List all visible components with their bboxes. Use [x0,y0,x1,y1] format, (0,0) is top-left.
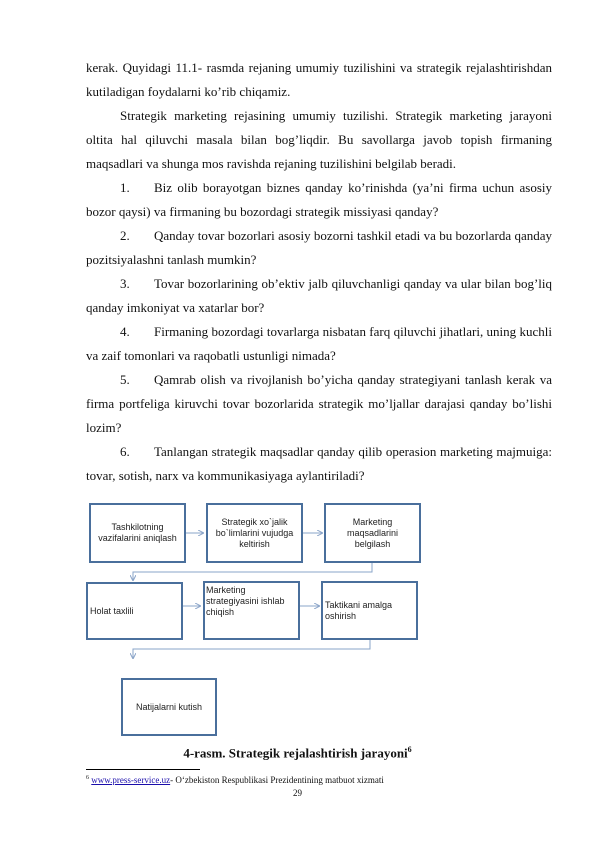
footnote-link[interactable]: www.press-service.uz [91,775,171,785]
list-item-text: Tanlangan strategik maqsadlar qanday qilib operasion marketing majmuiga: tovar, sotish, narx va kommunikasiyaga aylantiriladi? [86,444,552,483]
list-item-text: Qanday tovar bozorlari asosiy bozorni tashkil etadi va bu bozorlarda qanday pozitsiyalashni tanlash mumkin? [86,228,552,267]
diagram-box-business-units: Strategik xo`jalik bo`limlarini vujudga keltirish [206,503,303,563]
diagram-box-tactics: Taktikani amalga oshirish [321,581,418,640]
list-item-number: 6. [120,444,130,459]
list-item-number: 2. [120,228,130,243]
list-item-text: Tovar bozorlarining ob’ektiv jalb qiluvchanligi qanday va ular bilan bog’liq qanday imkoniyat va xatarlar bor? [86,276,552,315]
diagram-box-strategy-development: Marketing strategiyasini ishlab chiqish [203,581,300,640]
footnote [86,773,384,786]
list-item-number: 4. [120,324,130,339]
list-item-text: Qamrab olish va rivojlanish bo’yicha qanday strategiyani tanlash kerak va firma portfeliga kiruvchi tovar bozorlarida strategik mo’ljallar darajasi qanday bo’lishi lozim? [86,372,552,435]
diagram-box-tasks: Tashkilotning vazifalarini aniqlash [89,503,186,563]
page-number: 29 [293,788,302,798]
footnote-mark: 6 [86,775,89,781]
paragraph-structure: Strategik marketing rejasining umumiy tuzilishi. Strategik marketing jarayoni oltita hal qiluvchi masala bilan bog’liqdir. Bu savollarga javob topish firmaning maqsadlari va shunga mos ravishda rejaning tuzilishini belgilab beradi. [86,108,552,171]
figure-caption [0,745,595,761]
caption-footnote-mark: 6 [407,745,412,754]
list-item-number: 1. [120,180,130,195]
paragraph-intro: kerak. Quyidagi 11.1- rasmda rejaning umumiy tuzilishini va strategik rejalashtirishdan kutiladigan foydalarni ko’rib chiqamiz. [86,60,552,99]
list-item-number: 3. [120,276,130,291]
footnote-text: - O‘zbekiston Respublikasi Prezidentining matbuot xizmati [170,775,384,785]
list-item-text: Biz olib borayotgan biznes qanday ko’rinishda (ya’ni firma uchun asosiy bozor qaysi) va firmaning bu bozordagi strategik missiyasi qanday? [86,180,552,219]
list-item-number: 5. [120,372,130,387]
footnote-separator [86,769,200,770]
caption-text: 4-rasm. Strategik rejalashtirish jarayoni [183,745,408,761]
list-item-text: Firmaning bozordagi tovarlarga nisbatan farq qiluvchi jihatlari, uning kuchli va zaif tomonlari va raqobatli ustunligi nimada? [86,324,552,363]
diagram-box-situation-analysis: Holat taxlili [86,582,183,640]
diagram-box-results: Natijalarni kutish [121,678,217,736]
arrow-3-4 [133,563,372,580]
arrow-6-7 [133,639,370,658]
diagram-box-marketing-goals: Marketing maqsadlarini belgilash [324,503,421,563]
